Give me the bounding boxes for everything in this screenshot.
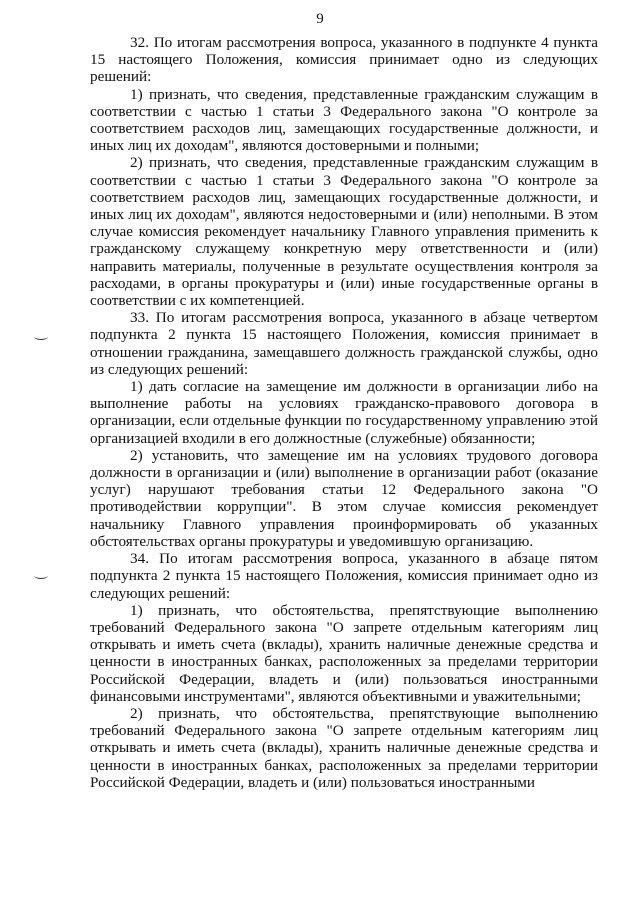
document-body <box>90 34 598 791</box>
paragraph-32: 32. По итогам рассмотрения вопроса, указанного в подпункте 4 пункта 15 настоящего Положения, комиссия принимает одно из следующих решений: <box>90 34 598 86</box>
paragraph-33: 33. По итогам рассмотрения вопроса, указанного в абзаце четвертом подпункта 2 пункта 15 настоящего Положения, комиссия принимает в отношении гражданина, замещавшего должность гражданской службы, одно из следующих решений: <box>90 309 598 378</box>
margin-mark <box>34 572 48 579</box>
paragraph-34-item-1: 1) признать, что обстоятельства, препятствующие выполнению требований Федерального закона "О запрете отдельным категориям лиц открывать и иметь счета (вклады), хранить наличные денежные средства и ценности в иностранных банках, расположенных за пределами территории Российской Федерации, владеть и (или) пользоваться иностранными финансовыми инструментами", являются объективными и уважительными; <box>90 601 598 705</box>
margin-mark <box>34 333 48 340</box>
paragraph-34-item-2: 2) признать, что обстоятельства, препятствующие выполнению требований Федерального закона "О запрете отдельным категориям лиц открывать и иметь счета (вклады), хранить наличные денежные средства и ценности в иностранных банках, расположенных за пределами территории Российской Федерации, владеть и (или) пользоваться иностранными <box>90 704 598 791</box>
paragraph-32-item-1: 1) признать, что сведения, представленные гражданским служащим в соответствии с частью 1 статьи 3 Федерального закона "О контроле за соответствием расходов лиц, замещающих государственные должности, и иных лиц их доходам", являются достоверными и полными; <box>90 85 598 155</box>
page-number: 9 <box>316 11 324 27</box>
paragraph-34: 34. По итогам рассмотрения вопроса, указанного в абзаце пятом подпункта 2 пункта 15 настоящего Положения, комиссия принимает одно из следующих решений: <box>90 550 598 602</box>
paragraph-33-item-1: 1) дать согласие на замещение им должности в организации либо на выполнение работы на условиях гражданско-правового договора в организации, если отдельные функции по государственному управлению этой организацией входили в его должностные (служебные) обязанности; <box>90 378 598 447</box>
paragraph-33-item-2: 2) установить, что замещение им на условиях трудового договора должности в организации и (или) выполнение в организации работ (оказание услуг) нарушают требования статьи 12 Федерального закона "О противодействии коррупции". В этом случае комиссия рекомендует начальнику Главного управления проинформировать об указанных обстоятельствах органы прокуратуры и уведомившую организацию. <box>90 446 598 550</box>
paragraph-32-item-2: 2) признать, что сведения, представленные гражданским служащим в соответствии с частью 1 статьи 3 Федерального закона "О контроле за соответствием расходов лиц, замещающих государственные должности, и иных лиц их доходам", являются недостоверными и (или) неполными. В этом случае комиссия рекомендует начальнику Главного управления применить к гражданскому служащему конкретную меру ответственности и (или) направить материалы, полученные в результате осуществления контроля за расходами, в органы прокуратуры и (или) иные государственные органы в соответствии с их компетенцией. <box>90 154 598 310</box>
